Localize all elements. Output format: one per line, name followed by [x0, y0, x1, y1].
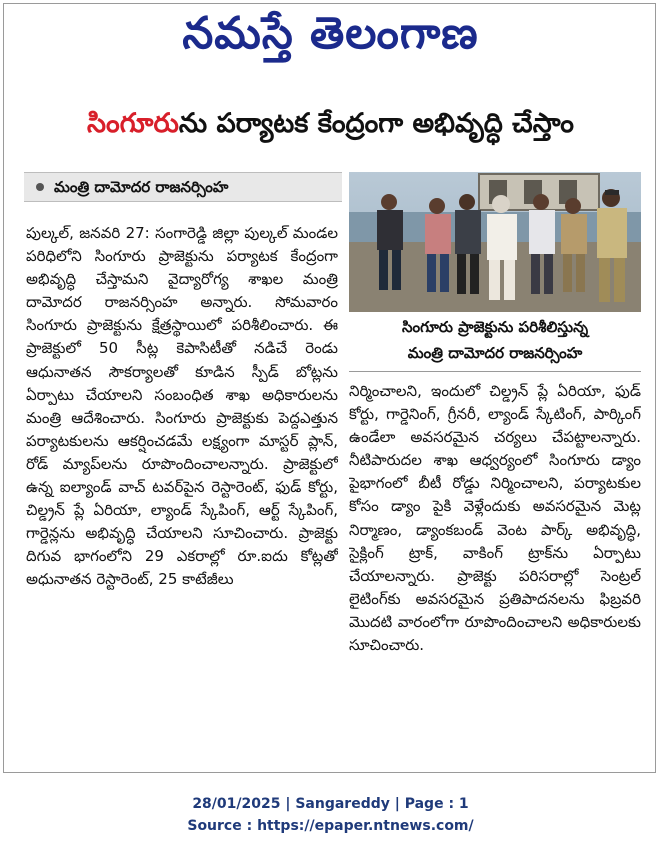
- news-photo: [349, 172, 641, 312]
- byline-box: [24, 172, 342, 202]
- newspaper-masthead: నమస్తే తెలంగాణ: [182, 8, 479, 59]
- article-column-2: నిర్మించాలని, ఇందులో చిల్డ్రన్‌ ప్లే ఏరియా, ఫుడ్‌ కోర్టు, గార్డెనింగ్‌, గ్రీనరీ, ల్యాండ్‌ స్కేటింగ్‌, పార్కింగ్‌ ఉండేలా అవసరమైన చర్యలు చేపట్టాలన్నారు. నీటిపారుదల శాఖ ఆధ్వర్యంలో సింగూరు డ్యాం పైభాగంలో బీటీ రోడ్డు నిర్మించాలని, పర్యాటకుల కోసం డ్యాం పైకి వెళ్లేందుకు అవసరమైన మెట్ల నిర్మాణం, డ్యాంకబండ్‌ వెంట పార్క్‌ అభివృద్ధి, సైక్లింగ్‌ ట్రాక్‌, వాకింగ్‌ ట్రాక్‌ను ఏర్పాటు చేయాలన్నారు. ప్రాజెక్టు పరిసరాల్లో సెంట్రల్‌ లైటింగ్‌కు అవసరమైన ప్రతిపాదనలను ఫిబ్రవరి మొదటి వారంలోగా రూపొందించాలని అధికారులకు సూచించారు.: [349, 382, 641, 655]
- bullet-icon: [36, 183, 44, 191]
- edition-meta: 28/01/2025 | Sangareddy | Page : 1: [192, 796, 469, 812]
- photo-caption: [349, 314, 641, 372]
- caption-line-1: సింగూరు ప్రాజెక్టును పరిశీలిస్తున్న: [401, 318, 589, 336]
- byline-text: మంత్రి దామోదర రాజనర్సింహ: [54, 178, 229, 196]
- headline-rest: ను పర్యాటక కేంద్రంగా అభివృద్ధి చేస్తాం: [178, 108, 574, 139]
- caption-line-2: మంత్రి దామోదర రాజనర్సింహ: [407, 344, 583, 362]
- minister-inspection-photo-icon: [349, 172, 641, 312]
- article-column-1: పుల్కల్‌, జనవరి 27: సంగారెడ్డి జిల్లా పుల్కల్‌ మండల పరిధిలోని సింగూరు ప్రాజెక్టును పర్యాటక కేంద్రంగా అభివృద్ధి చేస్తామని వైద్యారోగ్య శాఖల మంత్రి దామోదర రాజనర్సింహ అన్నారు. సోమవారం సింగూరు ప్రాజెక్టును క్షేత్రస్థాయిలో పరిశీలించారు. ఈ ప్రాజెక్టులో 50 సీట్ల కెపాసిటీతో నడిచే రెండు ఆధునాతన సౌకర్యాలతో కూడిన స్పీడ్‌ బోట్లను ఏర్పాటు చేయాలని సంబంధిత శాఖ అధికారులను మంత్రి ఆదేశించారు. సింగూరు ప్రాజెక్టుకు పెద్దఎత్తున పర్యాటకులను ఆకర్షించడమే లక్ష్యంగా మాస్టర్‌ ప్లాన్‌, రోడ్‌ మ్యాప్‌లను రూపొందించాలన్నారు. ప్రాజెక్టులో ఉన్న ఐల్యాండ్‌ వాచ్‌ టవర్‌పైన రెస్టారెంట్‌, ఫుడ్‌ కోర్టు, చిల్డ్రన్‌ ప్లే ఏరియా, ల్యాండ్‌ స్కేపింగ్‌, ఆర్ట్‌ స్కేపింగ్‌, గార్డెన్లను అభివృద్ధి చేయాలని సూచించారు. ప్రాజెక్టు దిగువ భాగంలోని 29 ఎకరాల్లో రూ.ఐదు కోట్లతో అధునాతన రెస్టారెంట్‌, 25 కాటేజీలు: [26, 224, 338, 589]
- source-link[interactable]: Source : https://epaper.ntnews.com/: [187, 818, 474, 834]
- headline-highlight: సింగూరు: [87, 108, 179, 139]
- article-headline: [0, 104, 661, 144]
